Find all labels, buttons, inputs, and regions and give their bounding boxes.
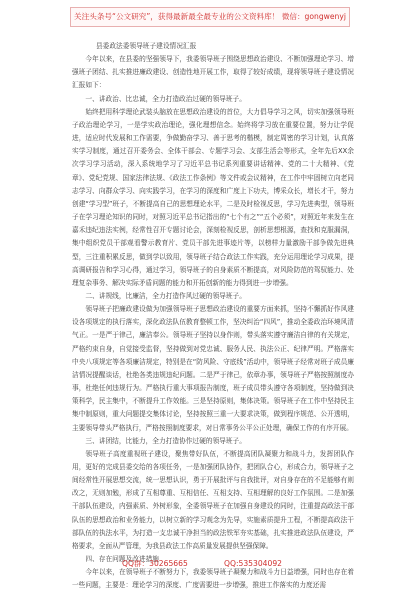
doc-heading-3: 三、讲团结，比能力，全力打造协作过硬的领导班子。: [85, 436, 246, 445]
doc-paragraph-4: 今年以来，在领导班子不断努力下，我委领导班子凝聚力和战斗力日益增强，同时也存在着一些问题，主要是：理论学习的深度、广度需要进一步增强，推进工作落实的力度还需: [72, 568, 354, 590]
doc-heading-2: 二、讲规线，比廉洁，全力打造作风过硬的领导班子。: [85, 291, 246, 300]
footer-qq-contact: QQ:535304092: [224, 559, 282, 568]
footer-qq-group: QQ群：30265665: [122, 559, 188, 568]
footer-bar: [0, 555, 408, 573]
document-title: 县委政法委领导班子建设情况汇报: [96, 42, 197, 50]
top-banner: 关注头条号“公文研究”，获得最新最全最专业的公文资料库！ 微信：gongwenyj: [70, 7, 350, 27]
doc-paragraph-2: 领导班子把廉政建设做为加强领导班子思想政治建设的重要方面来抓，坚持不懈抓好作风建设各项规定的执行落实，深化政法队伍教育整顿工作，坚决纠治“四风”，推动全委政治环境风清气正。一是严于律己，廉洁奉公。领导班子坚持以身作则，带头落实遵守廉洁自律的有关规定，严格约束自身，自觉接受监督，坚持做到对党忠诚、服务人民、执法公正、纪律严明。严格落实中央八项规定等各项廉洁规定，特别是在“防风险、守底线”活动中，领导班子经常对班子成员廉洁情况提醒谈话，杜绝各类违规违纪问题。二是严于律己，依章办事，领导班子严格按照制度办事，杜绝任何违规行为。严格执行重大事项报告制度，班子成员带头遵守各项制度，坚持做到决策科学，民主集中，不断提升工作效能。三是坚持原则，集体决策。领导班子在工作中坚持民主集中制原则，重大问题提交集体讨论，坚持按照三重一大要求决策，做到程序规范、公开透明，主要领导带头严格执行，严格按照制度要求，对日常事务公平公正处理，确保工作的有序开展。: [72, 305, 354, 432]
doc-paragraph-intro: 今年以来，在县委的坚强领导下，我委领导班子围绕思想政治建设、不断加强理论学习、增强班子团结、扎实推进廉政建设、创造性地开展工作，取得了较好成绩，现将领导班子建设情况汇报如下：: [72, 55, 354, 90]
doc-heading-4: 四、存在问题及改进措施: [85, 555, 159, 564]
doc-paragraph-1: 始终把用科学理论武装头脑放在思想政治建设的首位，大力倡导学习之风，切实加强领导班子政治理论学习，一是学实政治理论，强化理想信念。始终将学习放在重要位置，努力让学促进，适应时代发展和工作需要，争做勤奋学习、善于思考的楷模，制定周密的学习计划，认真落实学习制度，通过召开委务会、全体干部会、专题学习会、支部生活会等形式，全年先后XX余次学习学习活动，深入系统地学习了习近平总书记系列重要讲话精神、党的二十大精神、《党章》、党纪党规、国家法律法规、《政法工作条例》等文件或会议精神，在工作中牢固树立向老同志学习、向群众学习、向实践学习，在学习的深度和广度上下功夫，博采众长，增长才干，努力创建“学习型”班子，不断提高自己的思想理论水平，二是及时检视反思，学习先进典型，领导班子在学习理论知识的同时，对照习近平总书记指出的“七个有之”“五个必须”，对照近年来发生在嘉禾违纪违法实例，经常性召开专题讨论会，深刻检视反思，剖析思想根源，查找和克服漏洞，集中组织党员干部观看警示教育片、党员干部先进事迹片等，以榜样力量激励干部争做先进典型，三注重积累反思，做到学以致用，领导班子结合政法工作实践，充分运用理论学习成果，提高调研报告和学习心得，通过学习，领导班子的自身素质不断提高，对风险防范的驾驭能力、处理复杂事务、解决实际矛盾问题的能力和开拓创新的能力得到进一步增强。: [72, 107, 354, 287]
doc-paragraph-3: 领导班子高度重视班子建设，聚焦带好队伍，不断提高团队凝聚力和战斗力，发挥团队作用，更好的完成县委交给的各项任务，一是加强团队协作，把团队合心，形成合力，领导班子之间经常性开展思想交流，统一思想认识，勇于开展批评与自我批评，对自身存在的不足能够有则改之，无则加勉，形成了互相尊重、互相信任、互相支持、互相理解的良好工作氛围。二是加强干部队伍建设，内强素质、外树形象，全委领导班子在加强自身建设的同时，注重提高政法干部队伍的思想政治和业务能力，以树立新的学习观念为先导，实施素质提升工程，不断提高政法干部队伍的执法水平，为打造一支忠诚干净担当的政法铁军夯实基础，扎实推进政法队伍建设，严格要求，全面从严管理，为我县政法工作高质量发展提供坚强保障。: [72, 449, 354, 550]
doc-heading-1: 一、讲政治、比忠诚，全力打造政治过硬的领导班子。: [85, 94, 246, 103]
